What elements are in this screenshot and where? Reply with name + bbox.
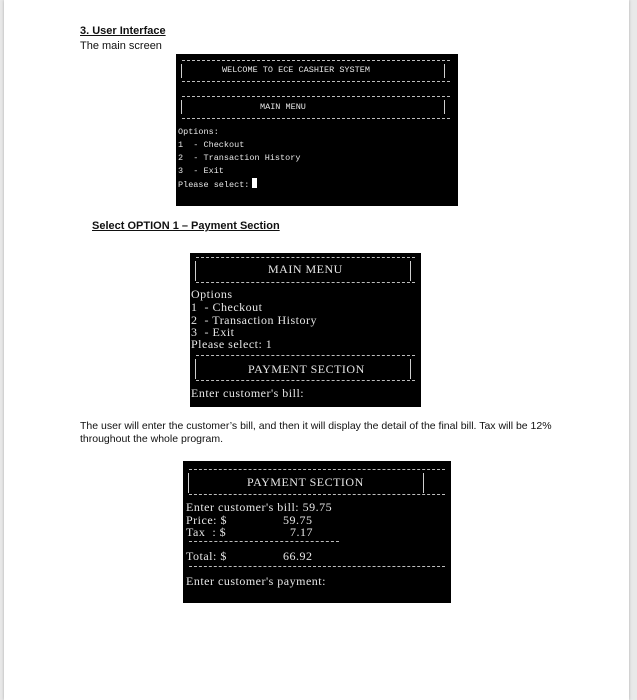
bill-prompt[interactable]: Enter customer's bill:: [191, 386, 305, 400]
bill-entered-line: Enter customer's bill: 59.75: [186, 500, 333, 514]
price-value: 59.75: [283, 513, 313, 527]
option-checkout: 1 - Checkout: [191, 300, 263, 314]
main-menu-title: MAIN MENU: [260, 102, 306, 112]
select-prompt-label: Please select:: [178, 180, 250, 190]
cursor: [252, 178, 257, 188]
payment-section-caption: Select OPTION 1 – Payment Section: [92, 220, 280, 232]
payment-prompt-terminal: [190, 253, 421, 407]
option-checkout: 1 - Checkout: [178, 140, 245, 150]
payment-section-title: PAYMENT SECTION: [247, 475, 364, 489]
main-menu-title: MAIN MENU: [268, 262, 343, 276]
payment-prompt[interactable]: Enter customer's payment:: [186, 574, 326, 588]
option-transaction-history: 2 - Transaction History: [191, 313, 317, 327]
payment-section-title: PAYMENT SECTION: [248, 362, 365, 376]
tax-value: 7.17: [290, 525, 313, 539]
main-screen-caption: The main screen: [80, 40, 162, 52]
option-exit: 3 - Exit: [191, 325, 235, 339]
select-prompt: Please select: 1: [191, 337, 273, 351]
options-label: Options: [191, 287, 233, 301]
section-heading: 3. User Interface: [80, 25, 166, 37]
options-label: Options:: [178, 127, 219, 137]
select-prompt[interactable]: [178, 178, 257, 190]
bill-detail-terminal: [183, 461, 451, 603]
total-value: 66.92: [283, 549, 313, 563]
tax-label: Tax : $: [186, 525, 227, 539]
welcome-title: WELCOME TO ECE CASHIER SYSTEM: [222, 65, 370, 75]
option-transaction-history: 2 - Transaction History: [178, 153, 301, 163]
total-label: Total: $: [186, 549, 227, 563]
option-exit: 3 - Exit: [178, 166, 224, 176]
main-screen-terminal: [176, 54, 458, 206]
description-paragraph: The user will enter the customer’s bill, and then it will display the detail of the final bill. Tax will be 12% throughout the whole program.: [80, 420, 552, 445]
price-label: Price: $: [186, 513, 227, 527]
